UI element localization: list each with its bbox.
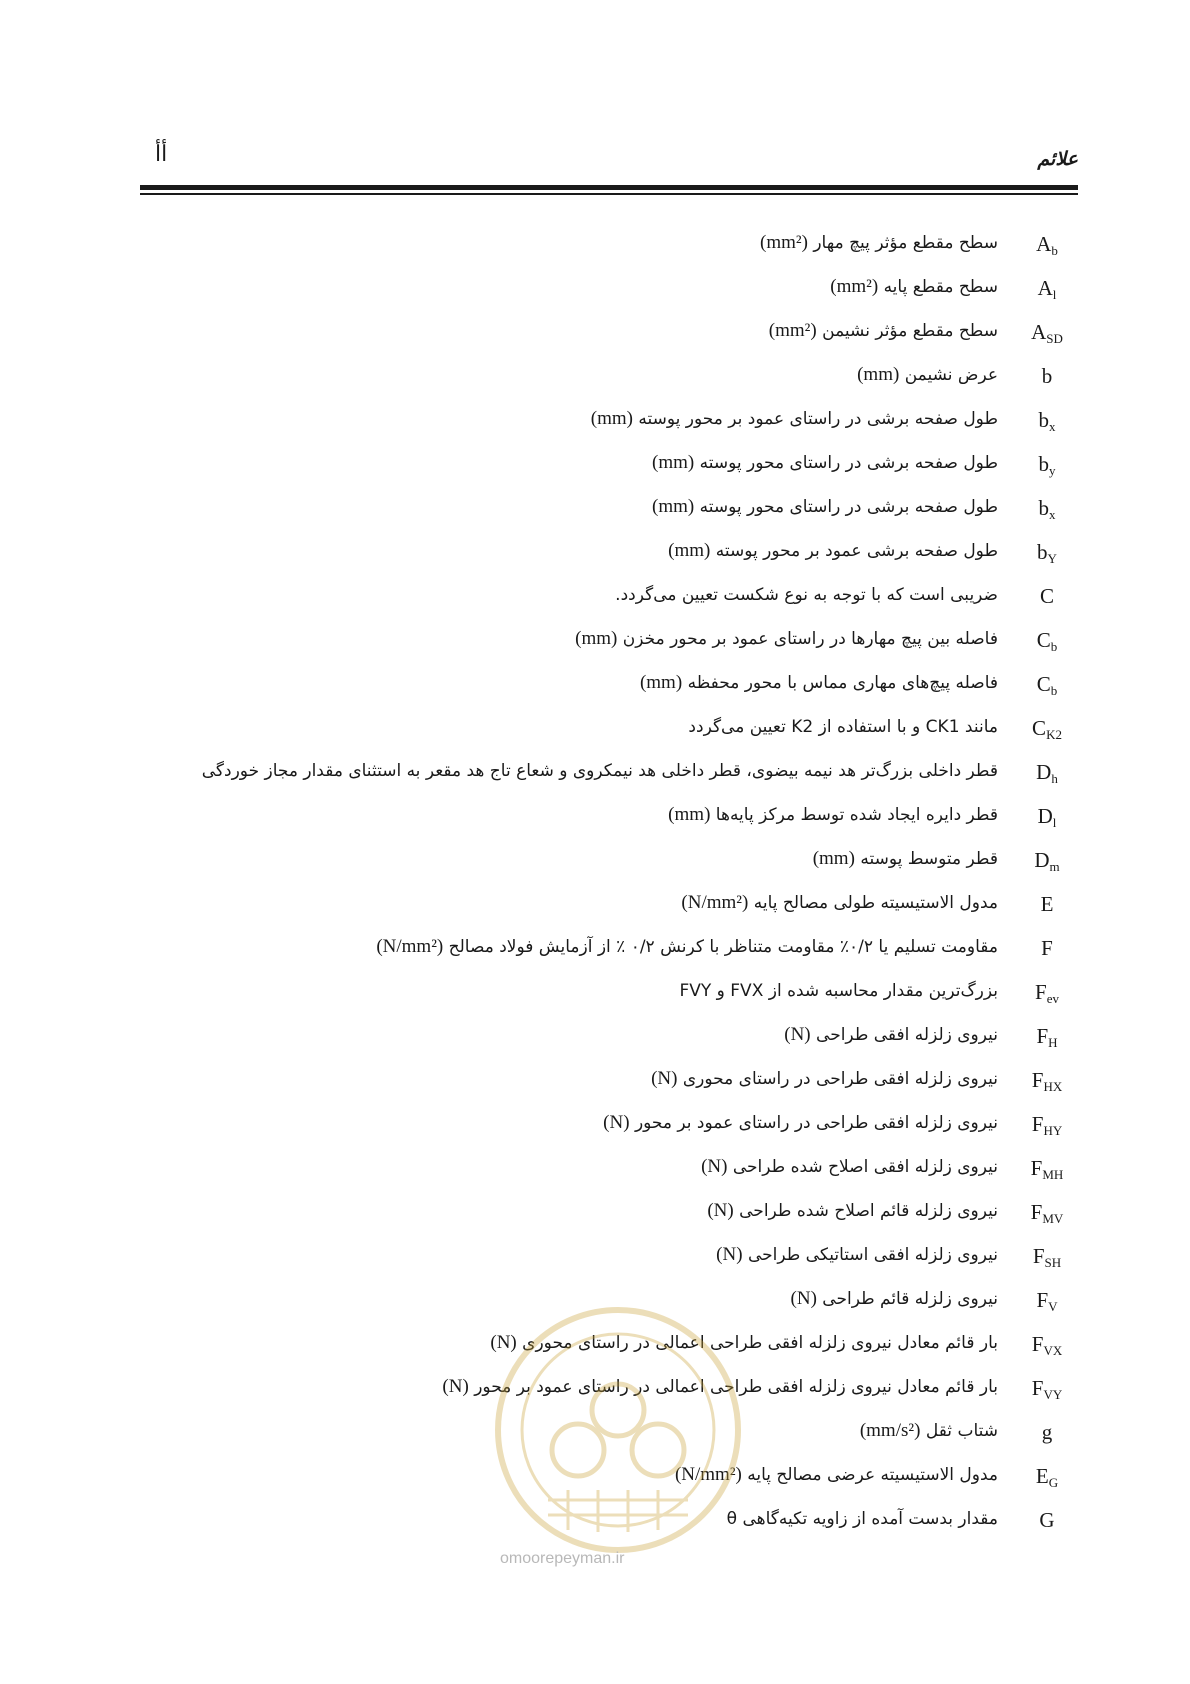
symbol-notation	[1016, 1200, 1078, 1227]
symbol-subscript: l	[1052, 815, 1057, 830]
description-unit: (N)	[707, 1200, 734, 1221]
symbol-description	[202, 760, 998, 782]
symbol-subscript: HX	[1043, 1079, 1063, 1094]
description-unit: (mm)	[668, 804, 711, 825]
symbol-row	[180, 1064, 1078, 1108]
description-text: طول صفحه برشی عمود بر محور پوسته	[715, 541, 998, 561]
symbol-subscript: V	[1048, 1299, 1058, 1314]
symbol-description	[769, 320, 998, 342]
symbol-row	[180, 1196, 1078, 1240]
symbol-description	[668, 540, 998, 562]
symbol-base: F	[1036, 1024, 1049, 1048]
symbol-notation	[1016, 1464, 1078, 1491]
symbol-base: b	[1038, 408, 1049, 432]
symbol-notation	[1016, 452, 1078, 479]
symbol-subscript: m	[1049, 859, 1060, 874]
symbol-row	[180, 272, 1078, 316]
description-unit: (mm²)	[768, 320, 817, 341]
description-unit: (N)	[790, 1288, 817, 1309]
description-text: نیروی زلزله افقی طراحی در راستای عمود بر محور	[634, 1113, 998, 1133]
description-unit: (N)	[603, 1112, 630, 1133]
symbol-description	[376, 936, 998, 958]
symbol-base: g	[1041, 1420, 1053, 1444]
symbol-notation	[1016, 980, 1078, 1007]
symbol-description	[675, 1464, 998, 1486]
symbol-base: b	[1037, 540, 1048, 564]
symbol-base: F	[1031, 1332, 1044, 1356]
symbol-notation	[1016, 1508, 1078, 1535]
symbol-subscript: SD	[1046, 331, 1063, 346]
symbol-notation	[1016, 848, 1078, 875]
symbol-row	[180, 1152, 1078, 1196]
symbol-subscript: HY	[1043, 1123, 1063, 1138]
symbol-subscript: H	[1048, 1035, 1058, 1050]
symbol-description	[652, 452, 998, 474]
symbol-description	[727, 1508, 998, 1530]
symbol-row	[180, 976, 1078, 1020]
description-unit: (N)	[442, 1376, 469, 1397]
symbol-row	[180, 1460, 1078, 1504]
symbol-row	[180, 492, 1078, 536]
description-text: سطح مقطع مؤثر نشیمن	[822, 321, 998, 341]
symbol-subscript: ev	[1046, 991, 1059, 1006]
description-text: طول صفحه برشی در راستای عمود بر محور پوسته	[638, 409, 998, 429]
symbol-subscript: y	[1049, 463, 1056, 478]
symbol-row	[180, 712, 1078, 756]
symbol-row	[180, 1328, 1078, 1372]
symbol-row	[180, 360, 1078, 404]
description-text: نیروی زلزله افقی استاتیکی طراحی	[747, 1245, 998, 1265]
symbol-row	[180, 888, 1078, 932]
symbol-notation	[1016, 716, 1078, 743]
symbol-row	[180, 536, 1078, 580]
symbol-base: F	[1032, 1244, 1045, 1268]
description-text: مدول الاستیسیته طولی مصالح پایه	[753, 893, 998, 913]
symbol-description	[679, 980, 998, 1002]
symbol-subscript: h	[1051, 771, 1058, 786]
symbol-row	[180, 228, 1078, 272]
description-unit: (mm)	[651, 452, 695, 473]
description-text: نیروی زلزله افقی اصلاح شده طراحی	[732, 1157, 998, 1177]
symbol-row	[180, 1108, 1078, 1152]
description-unit: (mm)	[639, 672, 683, 693]
symbol-description	[681, 892, 998, 914]
symbol-subscript: VY	[1043, 1387, 1063, 1402]
description-unit: (mm)	[812, 848, 855, 869]
description-text: نیروی زلزله قائم طراحی	[822, 1289, 998, 1309]
symbol-notation	[1016, 892, 1078, 919]
description-unit: (mm)	[857, 364, 900, 385]
symbol-notation	[1016, 276, 1078, 303]
symbol-notation	[1016, 496, 1078, 523]
symbol-base: D	[1034, 848, 1050, 872]
symbol-notation	[1016, 804, 1078, 831]
symbol-base: F	[1030, 1156, 1043, 1180]
symbol-notation	[1016, 364, 1078, 391]
symbol-base: b	[1038, 496, 1049, 520]
symbol-base: F	[1036, 1288, 1049, 1312]
header-rule-thin	[140, 193, 1078, 195]
description-unit: (mm)	[590, 408, 633, 429]
symbol-base: F	[1030, 1200, 1043, 1224]
description-unit: (mm)	[668, 540, 711, 561]
description-text: شتاب ثقل	[925, 1421, 998, 1441]
description-text: بار قائم معادل نیروی زلزله افقی طراحی اعمالی در راستای عمود بر محور	[474, 1377, 998, 1397]
description-unit: (N)	[651, 1068, 678, 1089]
description-text: نیروی زلزله افقی طراحی	[816, 1025, 998, 1045]
symbol-description	[701, 1156, 998, 1178]
symbol-subscript: SH	[1044, 1255, 1062, 1270]
symbol-notation	[1016, 1244, 1078, 1271]
symbol-subscript: b	[1050, 683, 1058, 698]
symbol-base: A	[1031, 320, 1047, 344]
symbol-base: A	[1037, 276, 1053, 300]
symbol-base: C	[1036, 628, 1051, 652]
symbol-notation	[1016, 1288, 1078, 1315]
symbol-base: b	[1041, 364, 1053, 388]
description-text: قطر داخلی بزرگ‌تر هد نیمه بیضوی، قطر داخلی هد نیمکروی و شعاع تاج هد مقعر به استثنای مقدار مجاز خوردگی	[201, 761, 998, 781]
symbol-subscript: b	[1051, 243, 1058, 258]
symbol-notation	[1016, 540, 1078, 567]
symbol-row	[180, 404, 1078, 448]
symbol-description	[652, 496, 998, 518]
description-text: طول صفحه برشی در راستای محور پوسته	[699, 497, 998, 517]
description-text: ضریبی است که با توجه به نوع شکست تعیین می‌گردد.	[615, 585, 998, 605]
symbol-row	[180, 756, 1078, 800]
symbol-base: A	[1036, 232, 1052, 256]
watermark-site-text: omoorepeyman.ir	[500, 1550, 625, 1567]
symbol-notation	[1016, 936, 1078, 963]
symbol-description	[707, 1200, 998, 1222]
symbol-subscript: K2	[1046, 727, 1062, 742]
symbol-description	[490, 1332, 998, 1354]
symbol-row	[180, 932, 1078, 976]
symbol-notation	[1016, 1332, 1078, 1359]
symbol-subscript: G	[1048, 1475, 1059, 1490]
description-text: مقاومت تسلیم یا ۰/۲٪ مقاومت متناظر با کرنش ۰/۲ ٪ از آزمایش فولاد مصالح	[448, 937, 998, 957]
symbol-description	[830, 276, 998, 298]
symbol-description	[603, 1112, 998, 1134]
symbol-row	[180, 1020, 1078, 1064]
symbol-notation	[1016, 1420, 1078, 1447]
symbol-notation	[1016, 672, 1078, 699]
symbol-description	[668, 804, 998, 826]
symbol-row	[180, 1416, 1078, 1460]
symbol-row	[180, 624, 1078, 668]
page-number: أأ	[155, 142, 168, 167]
symbol-notation	[1016, 628, 1078, 655]
symbol-base: C	[1039, 584, 1054, 608]
description-text: سطح مقطع مؤثر پیچ مهار	[813, 233, 998, 253]
symbol-row	[180, 448, 1078, 492]
description-unit: (N)	[784, 1024, 811, 1045]
description-unit: (N/mm²)	[674, 1464, 742, 1485]
description-text: مقدار بدست آمده از زاویه تکیه‌گاهی θ	[726, 1509, 998, 1529]
symbol-notation	[1016, 408, 1078, 435]
symbol-description	[791, 1288, 999, 1310]
symbol-base: F	[1031, 1068, 1044, 1092]
symbol-description	[615, 584, 998, 606]
description-unit: (N)	[490, 1332, 517, 1353]
symbol-row	[180, 1372, 1078, 1416]
symbol-row	[180, 1240, 1078, 1284]
symbol-notation	[1016, 1068, 1078, 1095]
header-rule-thick	[140, 185, 1078, 190]
symbol-list	[180, 228, 1078, 1548]
description-text: فاصله بین پیچ مهارها در راستای عمود بر محور مخزن	[622, 629, 998, 649]
symbol-row	[180, 316, 1078, 360]
symbol-row	[180, 800, 1078, 844]
symbol-base: b	[1038, 452, 1049, 476]
symbol-subscript: MV	[1042, 1211, 1064, 1226]
symbol-base: E	[1035, 1464, 1049, 1488]
description-unit: (N)	[701, 1156, 728, 1177]
symbol-description	[784, 1024, 998, 1046]
symbol-description	[857, 364, 998, 386]
section-title: علائم	[1037, 148, 1078, 170]
description-text: سطح مقطع پایه	[883, 277, 998, 297]
symbol-base: F	[1041, 936, 1053, 960]
symbol-base: F	[1031, 1376, 1044, 1400]
symbol-notation	[1016, 320, 1078, 347]
symbol-description	[640, 672, 998, 694]
symbol-subscript: b	[1050, 639, 1058, 654]
description-unit: (N/mm²)	[681, 892, 749, 913]
symbol-base: D	[1036, 760, 1052, 784]
description-unit: (mm²)	[760, 232, 808, 253]
description-text: قطر دایره ایجاد شده توسط مرکز پایه‌ها	[715, 805, 998, 825]
description-unit: (mm)	[651, 496, 695, 517]
symbol-description	[651, 1068, 998, 1090]
symbol-description	[716, 1244, 998, 1266]
description-unit: (mm/s²)	[859, 1420, 921, 1441]
symbol-subscript: VX	[1043, 1343, 1063, 1358]
description-text: فاصله پیچ‌های مهاری مماس با محور محفظه	[687, 673, 998, 693]
symbol-row	[180, 1504, 1078, 1548]
description-text: نیروی زلزله افقی طراحی در راستای محوری	[682, 1069, 998, 1089]
symbol-row	[180, 668, 1078, 712]
symbol-notation	[1016, 1156, 1078, 1183]
description-text: قطر متوسط پوسته	[860, 849, 998, 869]
symbol-description	[442, 1376, 998, 1398]
symbol-subscript: MH	[1042, 1167, 1064, 1182]
description-text: عرض نشیمن	[904, 365, 998, 385]
symbol-base: F	[1035, 980, 1047, 1004]
symbol-notation	[1016, 1024, 1078, 1051]
symbol-subscript: l	[1052, 287, 1057, 302]
symbol-description	[813, 848, 998, 870]
description-unit: (mm²)	[830, 276, 879, 297]
description-text: مدول الاستیسیته عرضی مصالح پایه	[747, 1465, 998, 1485]
symbol-notation	[1016, 584, 1078, 611]
description-text: نیروی زلزله قائم اصلاح شده طراحی	[739, 1201, 998, 1221]
description-text: مانند CK1 و با استفاده از K2 تعیین می‌گردد	[688, 717, 998, 737]
symbol-notation	[1016, 1376, 1078, 1403]
symbol-notation	[1016, 760, 1078, 787]
symbol-base: D	[1037, 804, 1053, 828]
symbol-description	[575, 628, 998, 650]
symbol-description	[591, 408, 998, 430]
symbol-subscript: x	[1049, 419, 1056, 434]
symbol-base: C	[1036, 672, 1051, 696]
symbol-subscript: Y	[1047, 551, 1057, 566]
symbol-base: C	[1032, 716, 1047, 740]
description-unit: (N/mm²)	[376, 936, 444, 957]
symbol-notation	[1016, 232, 1078, 259]
symbol-description	[688, 716, 998, 738]
symbol-notation	[1016, 1112, 1078, 1139]
symbol-description	[760, 232, 998, 254]
symbol-row	[180, 580, 1078, 624]
symbol-description	[860, 1420, 998, 1442]
symbol-base: F	[1031, 1112, 1044, 1136]
symbol-subscript: x	[1049, 507, 1056, 522]
symbol-row	[180, 1284, 1078, 1328]
description-unit: (mm)	[575, 628, 618, 649]
description-text: طول صفحه برشی در راستای محور پوسته	[699, 453, 998, 473]
description-unit: (N)	[716, 1244, 743, 1265]
description-text: بزرگ‌ترین مقدار محاسبه شده از FVX و FVY	[679, 981, 998, 1001]
description-text: بار قائم معادل نیروی زلزله افقی طراحی اعمالی در راستای محوری	[522, 1333, 998, 1353]
symbol-base: G	[1039, 1508, 1055, 1532]
symbol-base: E	[1040, 892, 1054, 916]
symbol-row	[180, 844, 1078, 888]
